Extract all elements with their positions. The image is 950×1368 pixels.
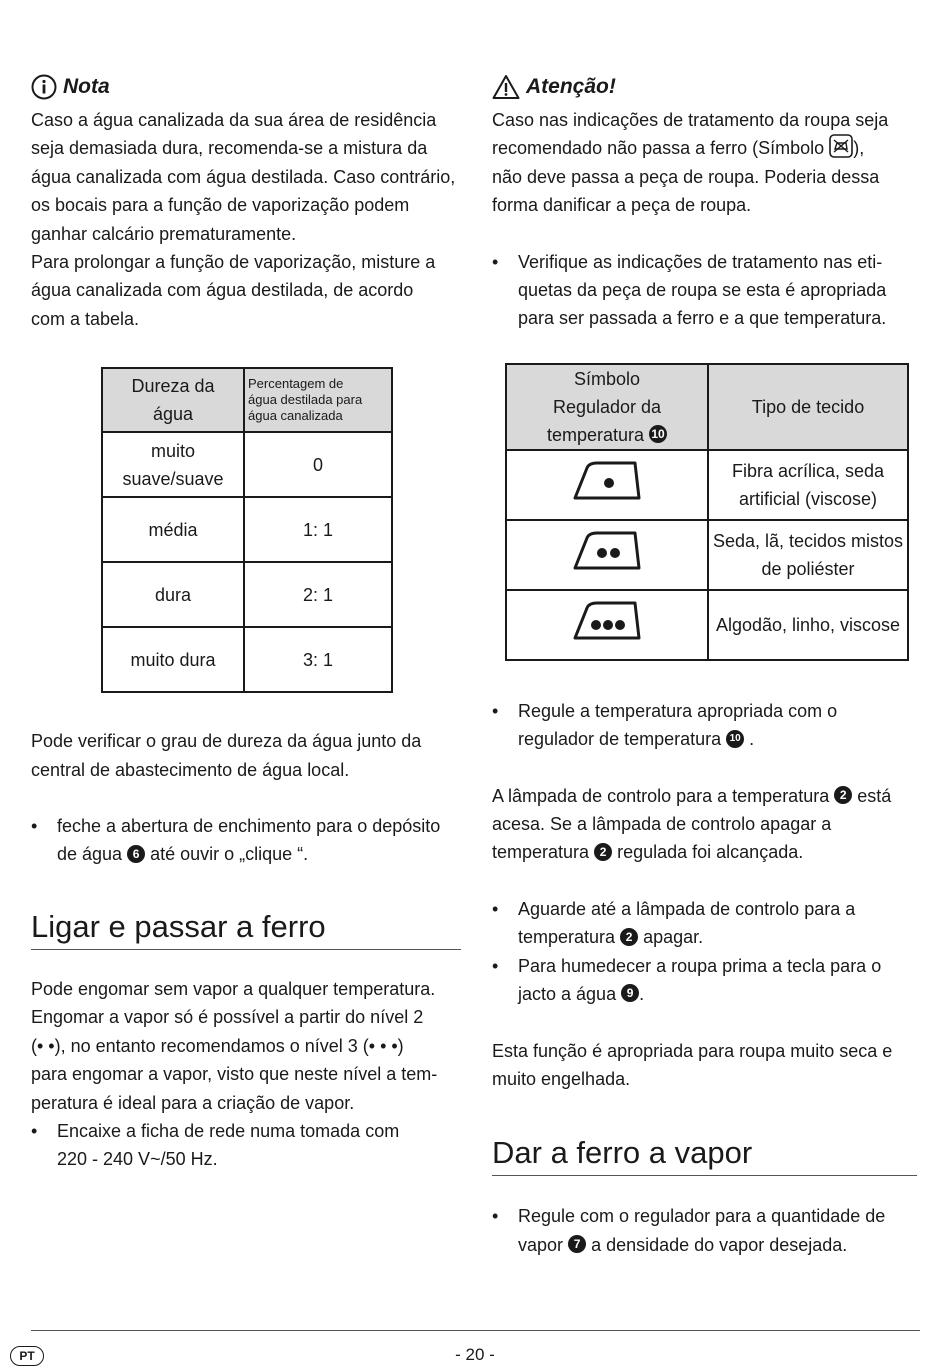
fabric-type-header: Tipo de tecido	[708, 364, 908, 450]
note-text: Caso a água canalizada da sua área de residência seja demasiada dura, recomenda-se a mistura da água canalizada com água destilada. Caso contrário, os bocais para a função de vaporização podem ganhar calcário prematuramente. Para prolongar a função de vaporização, misture a água canalizada com água destilada, de acordo com a tabela.	[31, 110, 456, 329]
table-row: muito dura 3: 1	[102, 627, 392, 692]
list-item: • Encaixe a ficha de rede numa tomada com 220 - 240 V~/50 Hz.	[31, 1120, 400, 1170]
table-row: Fibra acrílica, seda artificial (viscose)	[506, 450, 908, 520]
section-title: Ligar e passar a ferro	[31, 909, 461, 950]
list-item: • Verifique as indicações de tratamento nas eti- quetas da peça de roupa se esta é apropriada para ser passada a ferro e a que temperatura.	[492, 251, 887, 329]
info-icon	[31, 74, 57, 100]
left-column	[31, 70, 461, 1174]
lamp-text: A lâmpada de controlo para a temperatura 2 está acesa. Se a lâmpada de controlo apagar a temperatura 2 regulada foi alcançada.	[492, 785, 892, 863]
section-title: Dar a ferro a vapor	[492, 1135, 917, 1176]
list-item: • feche a abertura de enchimento para o depósito de água 6 até ouvir o „clique “.	[31, 816, 441, 865]
right-column	[492, 70, 917, 1259]
table-row: Seda, lã, tecidos mistos de poliéster	[506, 520, 908, 590]
warning-text: Caso nas indicações de tratamento da roupa seja recomendado não passa a ferro (Símbolo ), não deve passa a peça de roupa. Poderia dessa forma danificar a peça de roupa.	[492, 110, 889, 216]
list-item: • Aguarde até a lâmpada de controlo para a temperatura 2 apagar.	[492, 898, 856, 948]
list-item: • Regule a temperatura apropriada com o regulador de temperatura 10 .	[492, 700, 838, 750]
fabric-table	[505, 363, 909, 661]
note-heading	[31, 70, 461, 104]
section-text: Pode engomar sem vapor a qualquer temperatura. Engomar a vapor só é possível a partir do nível 2 (• •), no entanto recomendamos o nível 3 (• • •) para engomar a vapor, visto que neste nível a tem- peratura é ideal para a criação de vapor.	[31, 978, 438, 1113]
language-badge: PT	[10, 1346, 44, 1366]
list-item: • Para humedecer a roupa prima a tecla para o jacto a água 9 .	[492, 955, 882, 1005]
footer-divider	[31, 1330, 920, 1331]
page-number: - 20 -	[455, 1345, 495, 1364]
table-row: dura 2: 1	[102, 562, 392, 627]
iron-one-dot-icon	[506, 450, 708, 520]
note-title: Nota	[63, 75, 110, 98]
iron-two-dots-icon	[506, 520, 708, 590]
symbol-header: Símbolo Regulador da temperatura 10	[506, 364, 708, 450]
list-item: • Regule com o regulador para a quantidade de vapor 7 a densidade do vapor desejada.	[492, 1206, 886, 1255]
table-row: Algodão, linho, viscose	[506, 590, 908, 660]
table-row: média 1: 1	[102, 497, 392, 562]
percentage-header: Percentagem de água destilada para água canalizada	[244, 368, 392, 432]
iron-three-dots-icon	[506, 590, 708, 660]
function-text: Esta função é apropriada para roupa muito seca e muito engelhada.	[492, 1040, 893, 1089]
warning-heading	[492, 70, 917, 104]
hardness-header: Dureza da água	[102, 368, 244, 432]
no-ironing-icon	[829, 134, 853, 158]
warning-title: Atenção!	[526, 75, 616, 98]
hardness-table	[101, 367, 393, 693]
table-row: muito suave/suave 0	[102, 432, 392, 497]
warning-icon	[492, 74, 520, 100]
check-text: Pode verificar o grau de dureza da água junto da central de abastecimento de água local.	[31, 731, 422, 780]
